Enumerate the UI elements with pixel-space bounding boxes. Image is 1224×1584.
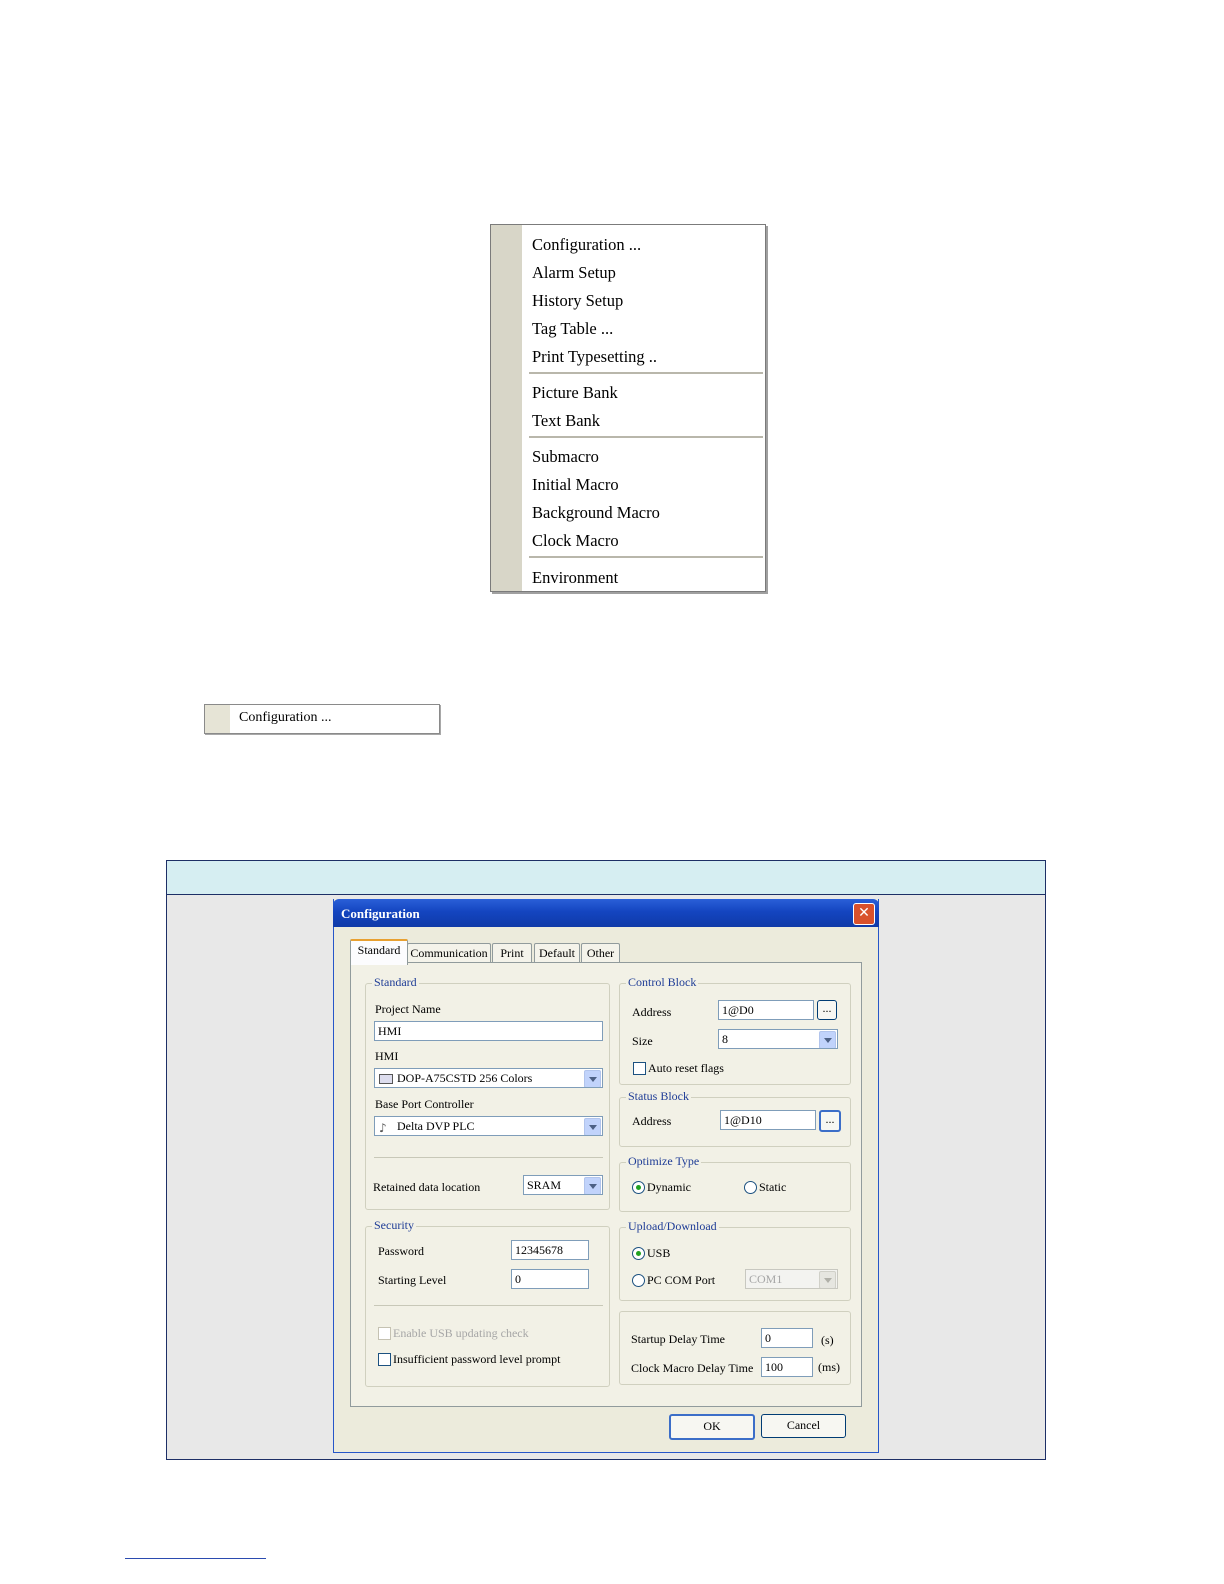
tab-print[interactable]: Print	[492, 943, 532, 963]
pc-com-label: PC COM Port	[647, 1273, 716, 1287]
menu-separator	[529, 556, 763, 558]
insufficient-prompt-checkbox[interactable]	[378, 1353, 391, 1366]
dynamic-label: Dynamic	[647, 1180, 691, 1194]
retained-data-label: Retained data location	[373, 1180, 481, 1194]
insufficient-prompt-label: Insufficient password level prompt	[393, 1352, 561, 1366]
tab-communication[interactable]: Communication	[407, 943, 491, 963]
tab-other[interactable]: Other	[581, 943, 620, 963]
timing-group	[619, 1311, 851, 1385]
size-label: Size	[632, 1034, 653, 1048]
base-port-select-value: Delta DVP PLC	[397, 1119, 475, 1133]
control-address-input[interactable]: 1@D0	[718, 1000, 814, 1020]
upload-download-group	[619, 1219, 851, 1301]
chevron-down-icon[interactable]	[819, 1031, 836, 1049]
hmi-select-value: DOP-A75CSTD 256 Colors	[397, 1071, 533, 1085]
menu-item-print-typesetting[interactable]: Print Typesetting ..	[532, 347, 658, 366]
menu-separator	[529, 436, 763, 438]
chevron-down-icon[interactable]	[584, 1177, 601, 1195]
divider	[374, 1157, 603, 1158]
usb-label: USB	[647, 1246, 671, 1260]
com-port-value: COM1	[749, 1272, 783, 1286]
hmi-select[interactable]	[374, 1068, 603, 1088]
plug-icon: ♪	[379, 1121, 387, 1135]
context-menu	[490, 224, 766, 592]
usb-check-label: Enable USB updating check	[393, 1326, 529, 1340]
com-port-select[interactable]	[745, 1269, 838, 1289]
dynamic-radio[interactable]	[632, 1181, 645, 1194]
startup-delay-unit: (s)	[821, 1333, 834, 1347]
status-block-group	[619, 1089, 851, 1147]
frame-header-band	[167, 861, 1045, 895]
ok-button[interactable]: OK	[669, 1414, 755, 1440]
clock-macro-delay-input[interactable]: 100	[761, 1357, 813, 1377]
optimize-type-group	[619, 1154, 851, 1212]
tab-panel-standard	[350, 962, 862, 1407]
security-group	[365, 1218, 610, 1387]
size-select-value: 8	[722, 1032, 728, 1046]
project-name-input[interactable]: HMI	[374, 1021, 603, 1041]
size-select[interactable]	[718, 1029, 838, 1049]
starting-level-input[interactable]: 0	[511, 1269, 589, 1289]
menu-item-picture-bank[interactable]: Picture Bank	[532, 383, 618, 402]
base-port-select[interactable]	[374, 1116, 603, 1136]
dialog-titlebar[interactable]	[333, 899, 879, 927]
configuration-menu-item[interactable]	[204, 704, 440, 734]
password-label: Password	[378, 1244, 425, 1258]
tab-standard[interactable]: Standard	[350, 939, 408, 965]
auto-reset-label: Auto reset flags	[648, 1061, 724, 1075]
usb-check-checkbox[interactable]	[378, 1327, 391, 1340]
security-legend: Security	[374, 1218, 414, 1232]
password-input[interactable]: 12345678	[511, 1240, 589, 1260]
control-block-group	[619, 975, 851, 1085]
control-block-legend: Control Block	[628, 975, 697, 989]
menu-item-history-setup[interactable]: History Setup	[532, 291, 624, 310]
control-address-browse-button[interactable]: ...	[817, 1000, 837, 1020]
clock-macro-delay-label: Clock Macro Delay Time	[631, 1361, 754, 1375]
footnote-rule	[125, 1558, 266, 1559]
menu-item-alarm-setup[interactable]: Alarm Setup	[532, 263, 616, 282]
menu-gutter	[491, 225, 522, 591]
menu-separator	[529, 372, 763, 374]
status-address-browse-button[interactable]: ...	[819, 1110, 841, 1132]
menu-gutter	[205, 705, 230, 733]
static-radio[interactable]	[744, 1181, 757, 1194]
hmi-label: HMI	[375, 1049, 399, 1063]
cancel-button[interactable]: Cancel	[761, 1414, 846, 1438]
tab-default[interactable]: Default	[534, 943, 580, 963]
starting-level-label: Starting Level	[378, 1273, 447, 1287]
menu-item-text-bank[interactable]: Text Bank	[532, 411, 601, 430]
optimize-type-legend: Optimize Type	[628, 1154, 700, 1168]
project-name-label: Project Name	[375, 1002, 441, 1016]
clock-macro-delay-unit: (ms)	[818, 1360, 840, 1374]
menu-item-configuration[interactable]: Configuration ...	[532, 235, 642, 254]
status-block-legend: Status Block	[628, 1089, 690, 1103]
menu-item-clock-macro[interactable]: Clock Macro	[532, 531, 619, 550]
standard-group	[365, 975, 610, 1210]
retained-data-select[interactable]	[523, 1175, 603, 1195]
retained-data-value: SRAM	[527, 1178, 562, 1192]
usb-radio[interactable]	[632, 1247, 645, 1260]
menu-item-submacro[interactable]: Submacro	[532, 447, 599, 466]
dialog-title: Configuration	[341, 906, 420, 921]
status-address-label: Address	[632, 1114, 672, 1128]
monitor-icon	[379, 1074, 393, 1084]
configuration-menu-item-label: Configuration ...	[239, 710, 332, 725]
divider	[374, 1305, 603, 1306]
menu-item-tag-table[interactable]: Tag Table ...	[532, 319, 614, 338]
pc-com-radio[interactable]	[632, 1274, 645, 1287]
configuration-dialog	[333, 899, 879, 1453]
static-label: Static	[759, 1180, 787, 1194]
startup-delay-label: Startup Delay Time	[631, 1332, 726, 1346]
status-address-input[interactable]: 1@D10	[720, 1110, 816, 1130]
chevron-down-icon[interactable]	[819, 1271, 836, 1289]
control-address-label: Address	[632, 1005, 672, 1019]
chevron-down-icon[interactable]	[584, 1118, 601, 1136]
menu-item-initial-macro[interactable]: Initial Macro	[532, 475, 619, 494]
upload-download-legend: Upload/Download	[628, 1219, 717, 1233]
menu-item-background-macro[interactable]: Background Macro	[532, 503, 660, 522]
base-port-label: Base Port Controller	[375, 1097, 474, 1111]
standard-legend: Standard	[374, 975, 417, 989]
auto-reset-checkbox[interactable]	[633, 1062, 646, 1075]
close-icon[interactable]: ✕	[853, 903, 875, 925]
chevron-down-icon[interactable]	[584, 1070, 601, 1088]
menu-item-environment[interactable]: Environment	[532, 568, 619, 587]
startup-delay-input[interactable]: 0	[761, 1328, 813, 1348]
